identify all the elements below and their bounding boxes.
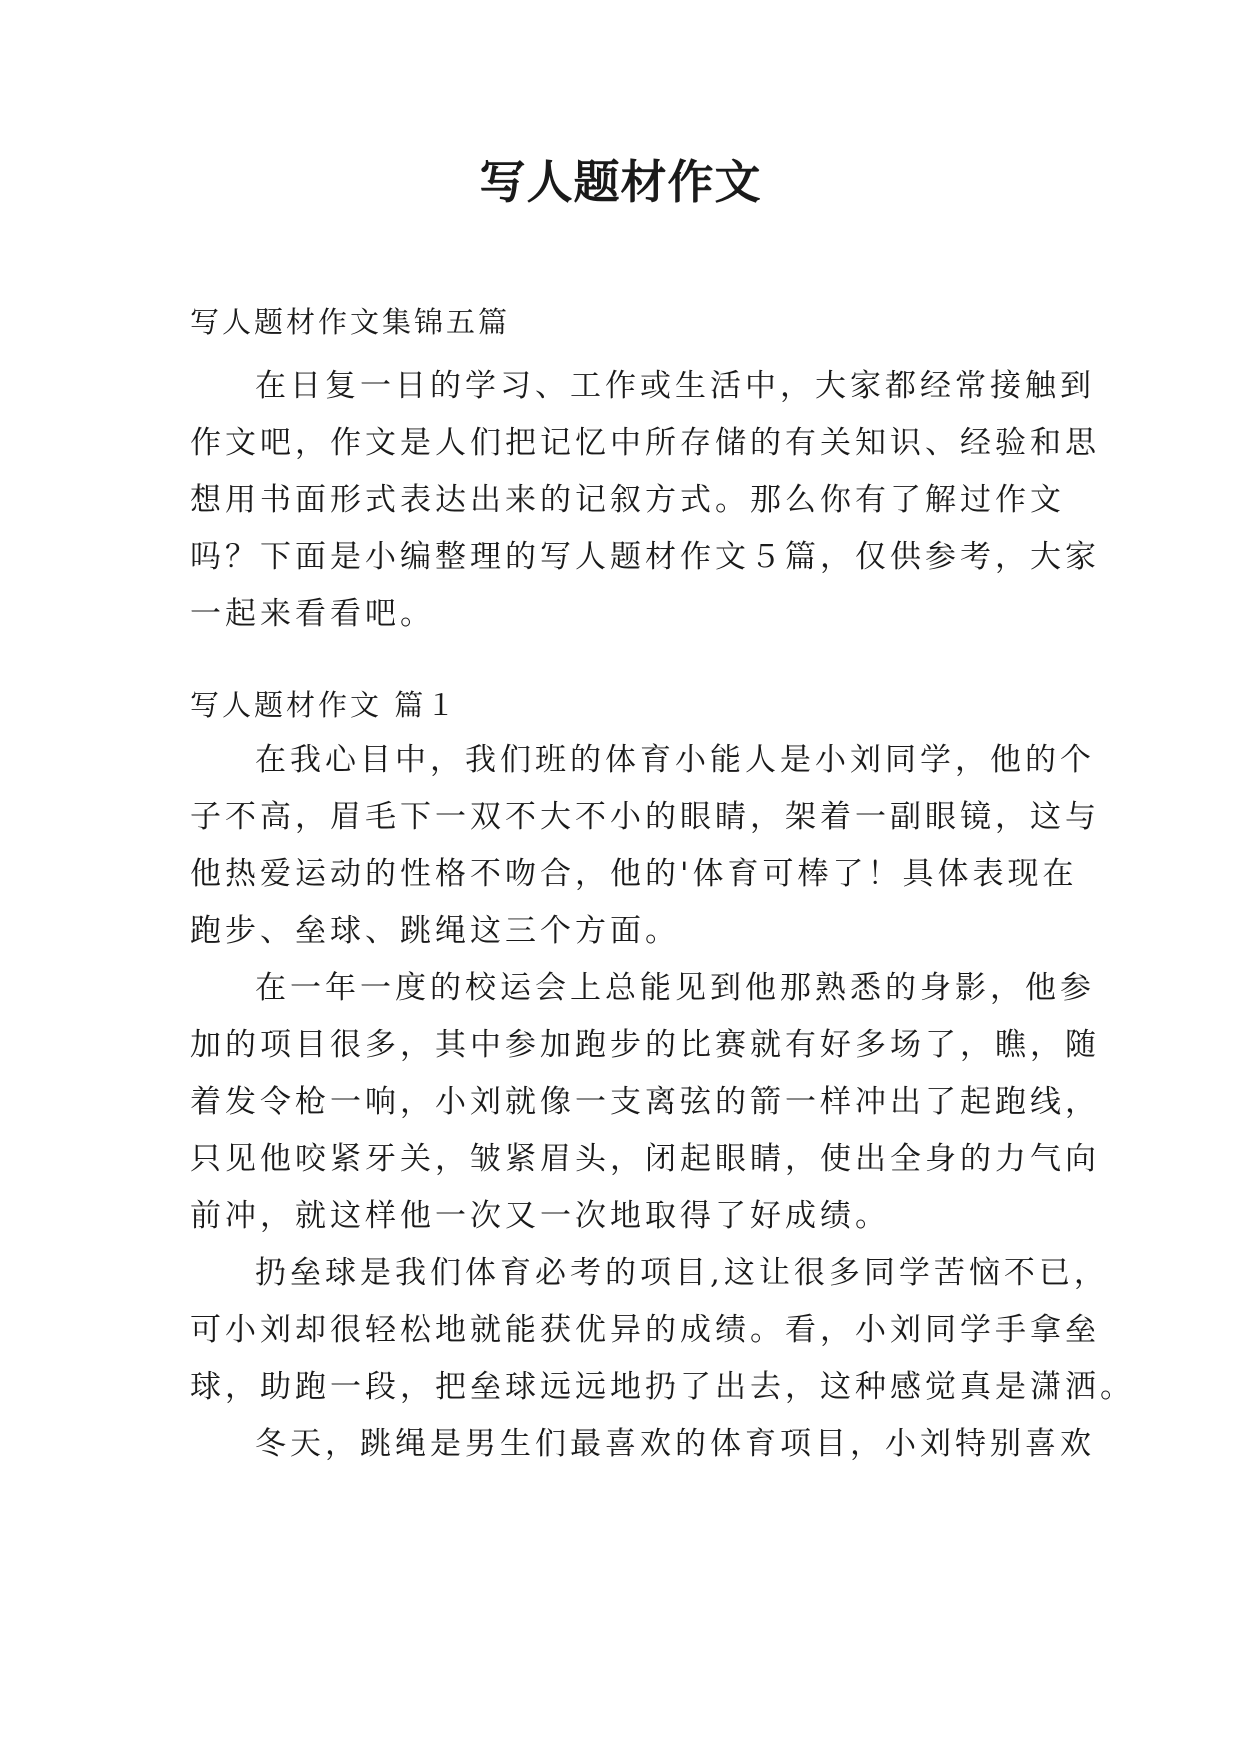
intro-line: 想用书面形式表达出来的记叙方式。那么你有了解过作文 <box>190 482 1065 518</box>
intro-line: 作文吧，作文是人们把记忆中所存储的有关知识、经验和思 <box>190 425 1100 461</box>
intro-line: 在日复一日的学习、工作或生活中，大家都经常接触到 <box>255 368 1095 404</box>
body-line: 在我心目中，我们班的体育小能人是小刘同学，他的个 <box>255 742 1095 778</box>
intro-line: 一起来看看吧。 <box>190 596 435 632</box>
body-line: 着发令枪一响，小刘就像一支离弦的箭一样冲出了起跑线， <box>190 1084 1100 1120</box>
body-line: 球，助跑一段，把垒球远远地扔了出去，这种感觉真是潇洒。 <box>190 1369 1135 1405</box>
intro-line: 吗？下面是小编整理的写人题材作文５篇，仅供参考，大家 <box>190 539 1100 575</box>
body-line: 冬天，跳绳是男生们最喜欢的体育项目，小刘特别喜欢 <box>255 1426 1095 1462</box>
document-title: 写人题材作文 <box>479 155 762 209</box>
body-line: 扔垒球是我们体育必考的项目,这让很多同学苦恼不已， <box>255 1255 1109 1291</box>
body-line: 他热爱运动的性格不吻合，他的'体育可棒了！具体表现在 <box>190 856 1078 892</box>
body-line: 只见他咬紧牙关，皱紧眉头，闭起眼睛，使出全身的力气向 <box>190 1141 1100 1177</box>
body-line: 可小刘却很轻松地就能获优异的成绩。看，小刘同学手拿垒 <box>190 1312 1100 1348</box>
body-line: 加的项目很多，其中参加跑步的比赛就有好多场了，瞧，随 <box>190 1027 1100 1063</box>
section-heading: 写人题材作文 篇１ <box>190 688 459 722</box>
body-line: 子不高，眉毛下一双不大不小的眼睛，架着一副眼镜，这与 <box>190 799 1100 835</box>
body-line: 在一年一度的校运会上总能见到他那熟悉的身影，他参 <box>255 970 1095 1006</box>
body-line: 前冲，就这样他一次又一次地取得了好成绩。 <box>190 1198 890 1234</box>
document-subtitle: 写人题材作文集锦五篇 <box>190 305 511 339</box>
body-line: 跑步、垒球、跳绳这三个方面。 <box>190 913 680 949</box>
